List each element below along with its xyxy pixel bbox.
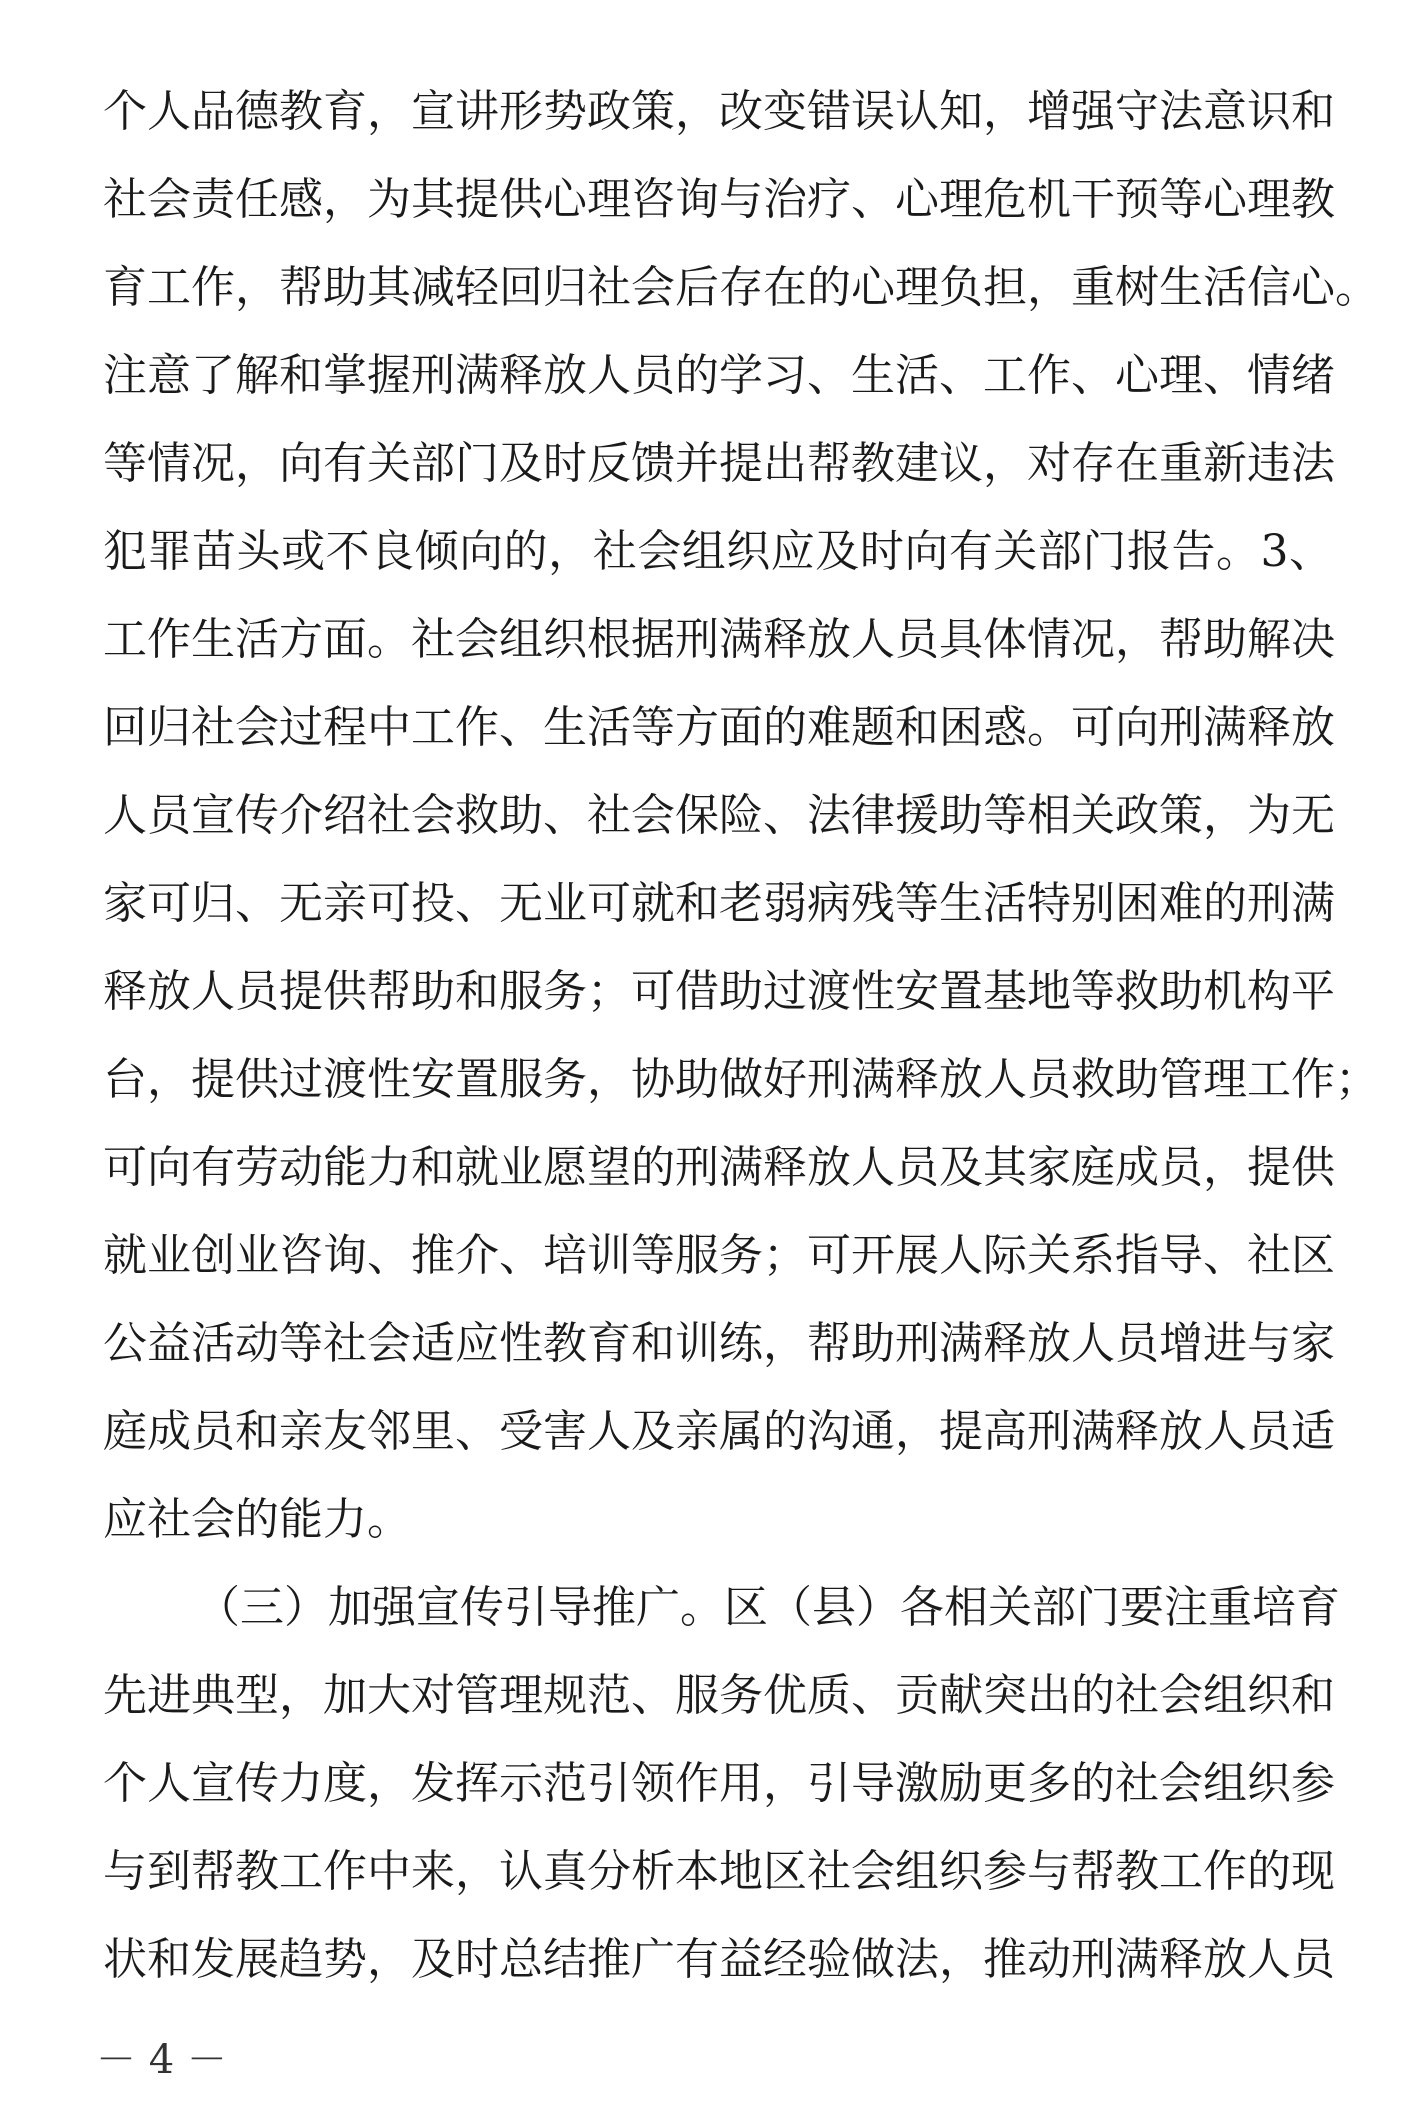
text-line-1: 个人品德教育，宣讲形势政策，改变错误认知，增强守法意识和	[103, 86, 1335, 137]
text-line-21: 与到帮教工作中来，认真分析本地区社会组织参与帮教工作的现	[103, 1846, 1335, 1897]
text-line-22: 状和发展趋势，及时总结推广有益经验做法，推动刑满释放人员	[103, 1934, 1335, 1985]
text-line-19: 先进典型，加大对管理规范、服务优质、贡献突出的社会组织和	[103, 1670, 1335, 1721]
text-line-15: 公益活动等社会适应性教育和训练，帮助刑满释放人员增进与家	[103, 1318, 1335, 1369]
text-line-16: 庭成员和亲友邻里、受害人及亲属的沟通，提高刑满释放人员适	[103, 1406, 1335, 1457]
text-line-6: 犯罪苗头或不良倾向的，社会组织应及时向有关部门报告。3、	[103, 526, 1333, 577]
text-line-14: 就业创业咨询、推介、培训等服务；可开展人际关系指导、社区	[103, 1230, 1335, 1281]
text-line-12: 台，提供过渡性安置服务，协助做好刑满释放人员救助管理工作；	[103, 1054, 1379, 1105]
text-line-2: 社会责任感，为其提供心理咨询与治疗、心理危机干预等心理教	[103, 174, 1335, 225]
page-number: － 4 －	[96, 2037, 227, 2083]
text-line-10: 家可归、无亲可投、无业可就和老弱病残等生活特别困难的刑满	[103, 878, 1335, 929]
text-line-13: 可向有劳动能力和就业愿望的刑满释放人员及其家庭成员，提供	[103, 1142, 1335, 1193]
text-line-11: 释放人员提供帮助和服务；可借助过渡性安置基地等救助机构平	[103, 966, 1335, 1017]
section-heading-line: （三）加强宣传引导推广。区（县）各相关部门要注重培育	[196, 1582, 1340, 1633]
text-line-3: 育工作，帮助其减轻回归社会后存在的心理负担，重树生活信心。	[103, 262, 1379, 313]
text-line-5: 等情况，向有关部门及时反馈并提出帮教建议，对存在重新违法	[103, 438, 1335, 489]
text-line-20: 个人宣传力度，发挥示范引领作用，引导激励更多的社会组织参	[103, 1758, 1335, 1809]
text-line-7: 工作生活方面。社会组织根据刑满释放人员具体情况，帮助解决	[103, 614, 1335, 665]
text-line-4: 注意了解和掌握刑满释放人员的学习、生活、工作、心理、情绪	[103, 350, 1335, 401]
text-line-8: 回归社会过程中工作、生活等方面的难题和困惑。可向刑满释放	[103, 702, 1335, 753]
text-line-9: 人员宣传介绍社会救助、社会保险、法律援助等相关政策，为无	[103, 790, 1335, 841]
text-line-17: 应社会的能力。	[103, 1494, 411, 1545]
